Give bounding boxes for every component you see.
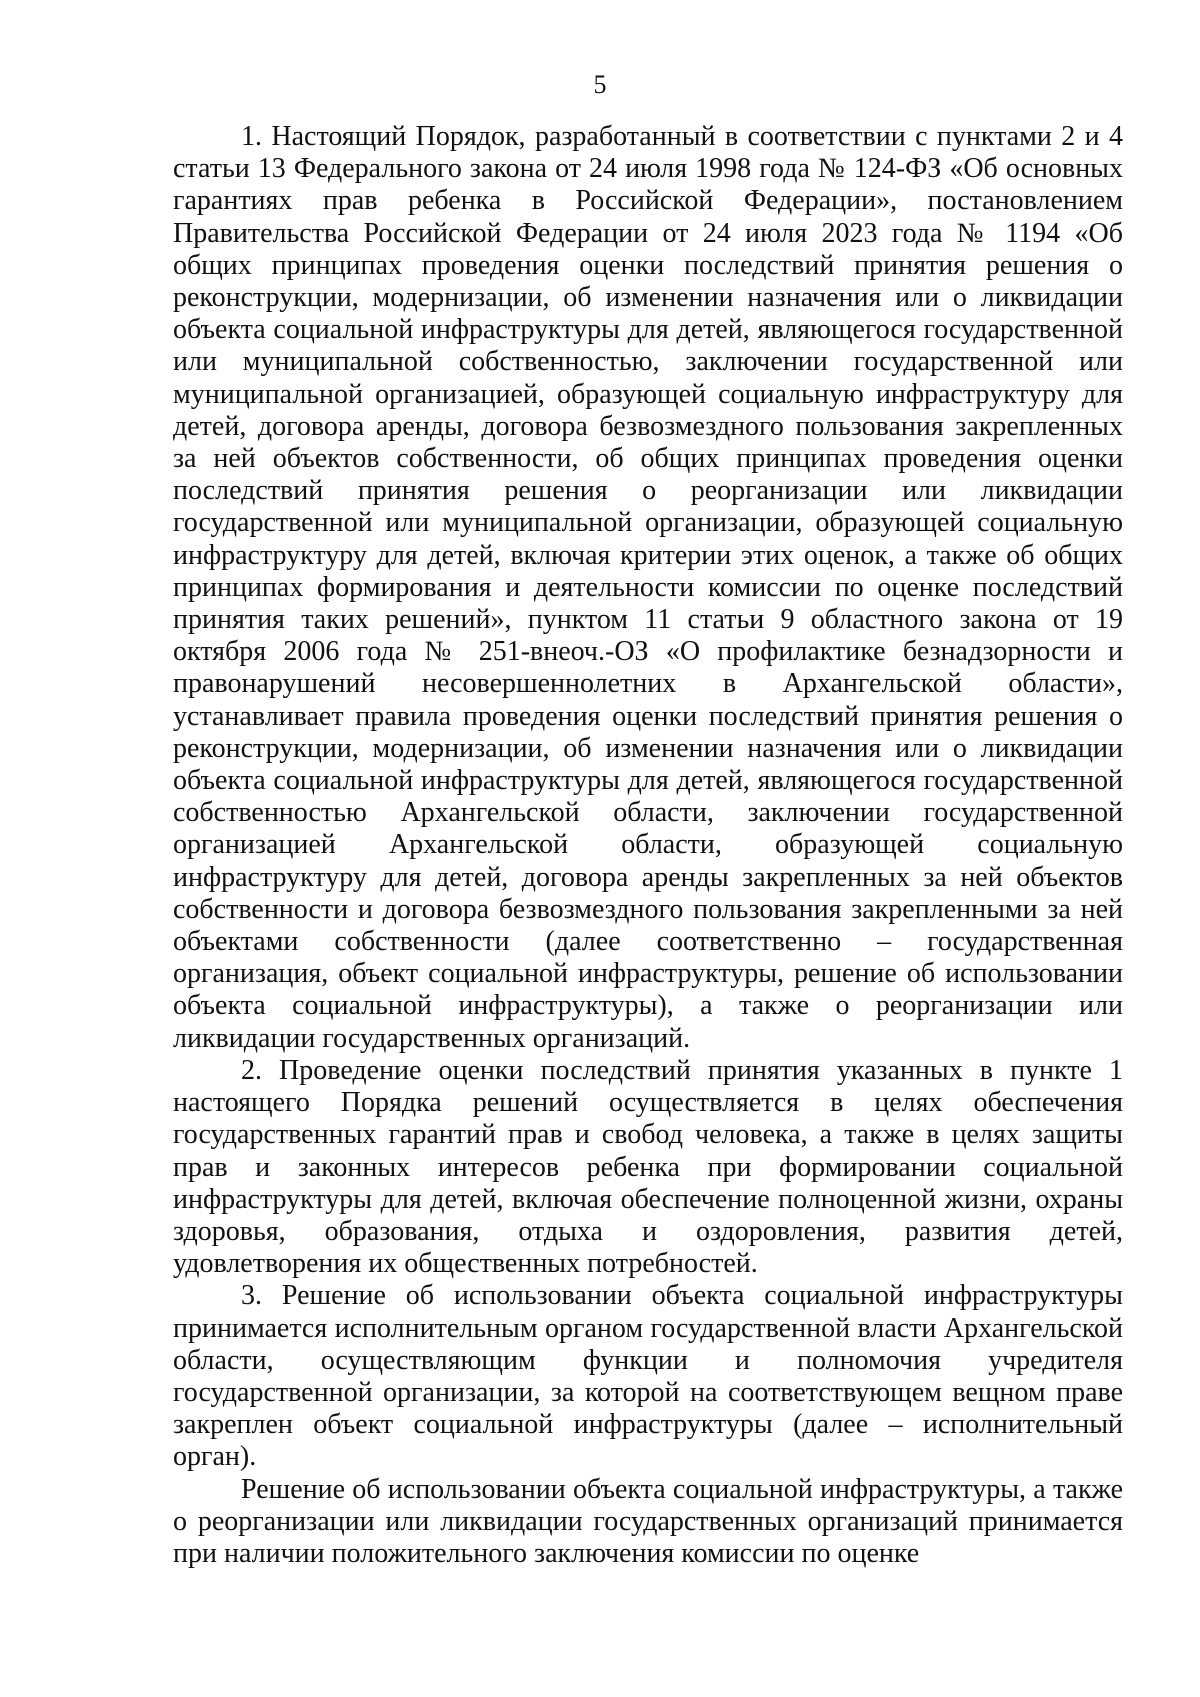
page-number: 5 <box>593 70 607 99</box>
document-body <box>173 121 1123 1570</box>
paragraph-2: 2. Проведение оценки последствий принятия указанных в пункте 1 настоящего Порядка решений осуществляется в целях обеспечения государственных гарантий прав и свобод человека, а также в целях защиты прав и законных интересов ребенка при формировании социальной инфраструктуры для детей, включая обеспечение полноценной жизни, охраны здоровья, образования, отдыха и оздоровления, развития детей, удовлетворения их общественных потребностей. <box>173 1054 1123 1280</box>
paragraph-4: Решение об использовании объекта социальной инфраструктуры, а также о реорганизации или ликвидации государственных организаций принимается при наличии положительного заключения комиссии по оценке <box>173 1473 1123 1569</box>
paragraph-1: 1. Настоящий Порядок, разработанный в соответствии с пунктами 2 и 4 статьи 13 Федерального закона от 24 июля 1998 года № 124-ФЗ «Об основных гарантиях прав ребенка в Российской Федерации», постановлением Правительства Российской Федерации от 24 июля 2023 года № 1194 «Об общих принципах проведения оценки последствий принятия решения о реконструкции, модернизации, об изменении назначения или о ликвидации объекта социальной инфраструктуры для детей, являющегося государственной или муниципальной собственностью, заключении государственной или муниципальной организацией, образующей социальную инфраструктуру для детей, договора аренды, договора безвозмездного пользования закрепленных за ней объектов собственности, об общих принципах проведения оценки последствий принятия решения о реорганизации или ликвидации государственной или муниципальной организации, образующей социальную инфраструктуру для детей, включая критерии этих оценок, а также об общих принципах формирования и деятельности комиссии по оценке последствий принятия таких решений», пунктом 11 статьи 9 областного закона от 19 октября 2006 года № 251-внеоч.-ОЗ «О профилактике безнадзорности и правонарушений несовершеннолетних в Архангельской области», устанавливает правила проведения оценки последствий принятия решения о реконструкции, модернизации, об изменении назначения или о ликвидации объекта социальной инфраструктуры для детей, являющегося государственной собственностью Архангельской области, заключении государственной организацией Архангельской области, образующей социальную инфраструктуру для детей, договора аренды закрепленных за ней объектов собственности и договора безвозмездного пользования закрепленными за ней объектами собственности (далее соответственно – государственная организация, объект социальной инфраструктуры, решение об использовании объекта социальной инфраструктуры), а также о реорганизации или ликвидации государственных организаций. <box>173 121 1123 1054</box>
paragraph-3: 3. Решение об использовании объекта социальной инфраструктуры принимается исполнительным органом государственной власти Архангельской области, осуществляющим функции и полномочия учредителя государственной организации, за которой на соответствующем вещном праве закреплен объект социальной инфраструктуры (далее – исполнительный орган). <box>173 1280 1123 1473</box>
